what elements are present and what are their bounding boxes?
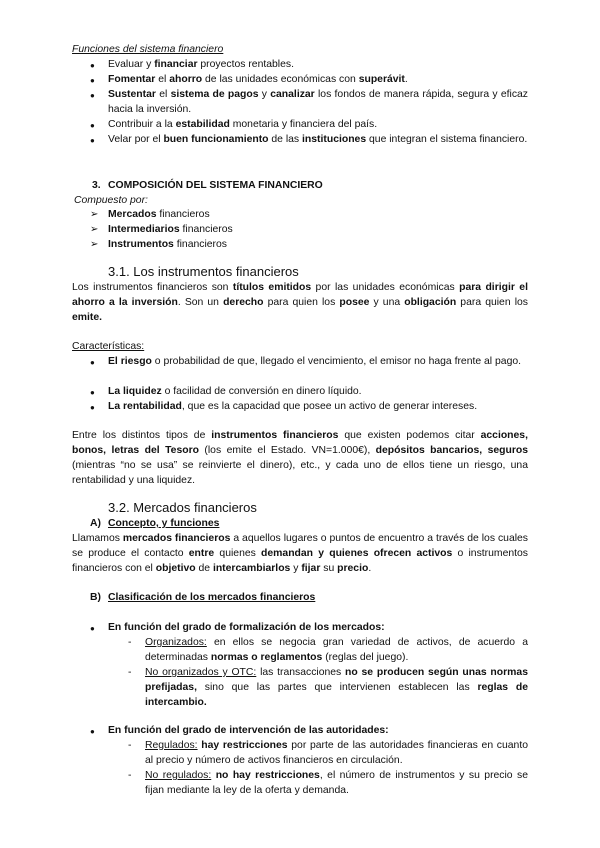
composicion-item-2: Intermediarios financieros [108,224,233,235]
bullet-icon: ● [90,91,95,100]
clasificacion-formalizacion-title: En función del grado de formalización de los mercados: [108,622,385,633]
caracteristicas-title: Características: [72,341,145,352]
subsection-title-clasificacion: Clasificación de los mercados financieros [108,592,316,603]
dash-bullet: - [128,770,132,781]
funcion-item-4: Contribuir a la estabilidad monetaria y financiera del país. [108,119,378,130]
subsection-title-concepto: Concepto, y funciones [108,518,220,529]
section-title-composicion: COMPOSICIÓN DEL SISTEMA FINANCIERO [108,180,323,191]
mercados-no-regulados-item: No regulados: no hay restricciones, el número de instrumentos y su precio se fijan mediante la ley de la oferta y demanda. [145,770,528,796]
funcion-item-5: Velar por el buen funcionamiento de las instituciones que integran el sistema financiero. [108,134,528,145]
caracteristica-item-3: La rentabilidad, que es la capacidad que posee un activo de generar intereses. [108,401,478,412]
funcion-item-1: Evaluar y financiar proyectos rentables. [108,59,294,70]
section-number: 3. [92,180,101,191]
dash-bullet: - [128,637,132,648]
composicion-item-1: Mercados financieros [108,209,210,220]
mercados-no-organizados-item: No organizados y OTC: las transacciones no se producen según unas normas prefijadas, sino que las partes que intervienen establecen las reglas de intercambio. [145,667,528,708]
bullet-icon: ● [90,61,95,70]
mercados-regulados-item: Regulados: hay restricciones por parte de las autoridades financieras en cuanto al precio y número de activos financieros en circulación. [145,740,528,766]
arrow-bullet-icon: ➢ [90,239,99,250]
caracteristica-item-2: La liquidez o facilidad de conversión en dinero líquido. [108,386,362,397]
dash-bullet: - [128,667,132,678]
composicion-subtitle: Compuesto por: [74,195,148,206]
arrow-bullet-icon: ➢ [90,224,99,235]
bullet-icon: ● [90,403,95,412]
section-title-funciones: Funciones del sistema financiero [72,44,224,55]
caracteristica-item-1: El riesgo o probabilidad de que, llegado el vencimiento, el emisor no haga frente al pago. [108,356,522,367]
bullet-icon: ● [90,121,95,130]
funcion-item-3: Sustentar el sistema de pagos y canalizar los fondos de manera rápida, segura y eficaz hacia la inversión. [108,89,528,115]
composicion-item-3: Instrumentos financieros [108,239,227,250]
clasificacion-intervencion-title: En función del grado de intervención de las autoridades: [108,725,389,736]
concepto-paragraph: Llamamos mercados financieros a aquellos lugares o puntos de encuentro a través de los cuales se produce el contacto entre quienes demandan y quienes ofrecen activos o instrumentos financieros con el objetivo de intercambiarlos y fijar su precio. [72,533,529,574]
bullet-icon: ● [90,76,95,85]
arrow-bullet-icon: ➢ [90,209,99,220]
bullet-icon: ● [90,727,95,736]
bullet-icon: ● [90,388,95,397]
tipos-paragraph: Entre los distintos tipos de instrumentos financieros que existen podemos citar acciones, bonos, letras del Tesoro (los emite el Estado. VN=1.000€), depósitos bancarios, seguros (mientras “no se usa” se reinvierte el dinero), etc., y cada uno de ellos tiene un riesgo, una rentabilidad y una liquidez. [72,430,528,486]
bullet-icon: ● [90,624,95,633]
heading-mercados: 3.2. Mercados financieros [108,500,257,515]
subsection-label-a: A) [90,518,101,529]
bullet-icon: ● [90,136,95,145]
dash-bullet: - [128,740,132,751]
subsection-label-b: B) [90,592,101,603]
mercados-organizados-item: Organizados: en ellos se negocia gran variedad de activos, de acuerdo a determinadas normas o reglamentos (reglas del juego). [145,637,528,663]
bullet-icon: ● [90,358,95,367]
instrumentos-paragraph: Los instrumentos financieros son títulos emitidos por las unidades económicas para dirigir el ahorro a la inversión. Son un derecho para quien los posee y una obligación para quien los emite. [72,282,528,323]
funcion-item-2: Fomentar el ahorro de las unidades económicas con superávit. [108,74,408,85]
heading-instrumentos: 3.1. Los instrumentos financieros [108,264,299,279]
